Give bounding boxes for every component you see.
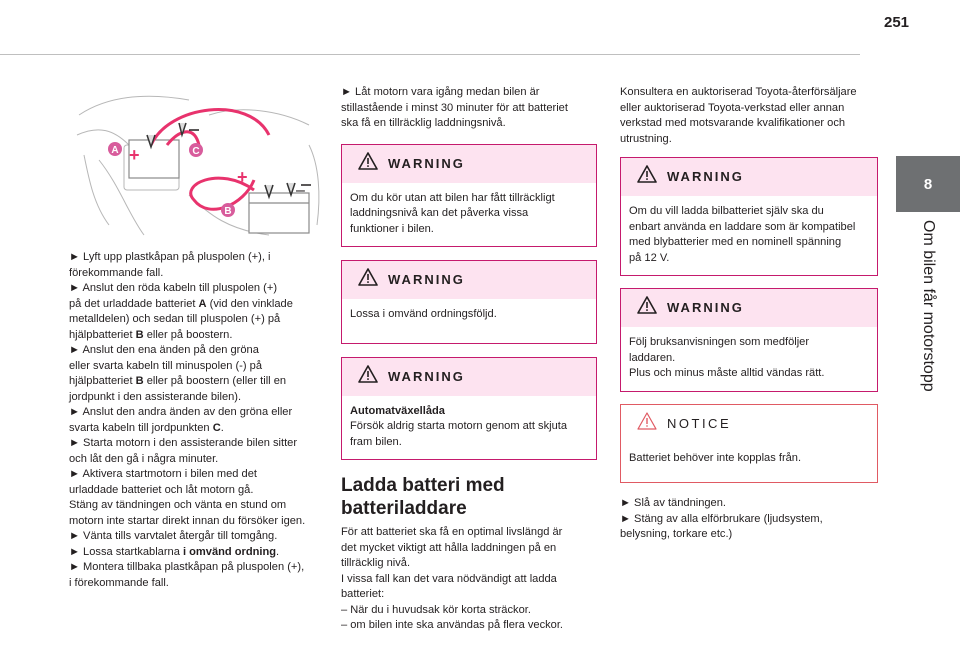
section-heading [341, 474, 597, 520]
instruction-line: ► Aktivera startmotorn i bilen med det [69, 468, 257, 480]
page-number: 251 [884, 14, 910, 31]
instruction-line: på det urladdade batteriet A (vid den vinklade [69, 297, 293, 310]
warning-header [621, 289, 877, 327]
warning-box [341, 260, 597, 344]
warning-icon [358, 365, 378, 389]
label-a: A [111, 145, 119, 156]
notice-header [621, 405, 877, 443]
warning-line: Om du kör utan att bilen har fått tillräckligt [350, 191, 555, 204]
body-line: – När du i huvudsak kör korta sträckor. [341, 603, 531, 616]
step-line: belysning, torkare etc.) [620, 528, 733, 540]
notice-line: Batteriet behöver inte kopplas från. [629, 451, 802, 464]
step-line: ► Stäng av alla elförbrukare (ljudsystem, [620, 512, 823, 525]
warning-body [342, 183, 596, 247]
warning-line: laddningsnivå kan det påverka vissa [350, 207, 529, 219]
column-2 [341, 85, 597, 634]
warning-header [342, 261, 596, 299]
instruction-line: hjälpbatteriet B eller på boostern. [69, 328, 233, 341]
intro-line: verkstad med motsvarande kvalifikationer och [620, 117, 846, 129]
warning-title: WARNING [388, 368, 465, 384]
instruction-line: eller svarta kabeln till minuspolen (-) på [69, 359, 262, 372]
warning-line: Följ bruksanvisningen som medföljer [629, 336, 810, 348]
warning-box [620, 157, 878, 276]
chapter-tab-number: 8 [896, 156, 960, 212]
warning-header [621, 158, 877, 196]
intro-line: Konsultera en auktoriserad Toyota-återförsäljare [620, 86, 857, 98]
notice-icon [637, 412, 657, 436]
warning-icon [358, 268, 378, 292]
plus-sign-a: + [129, 145, 140, 165]
warning-body [621, 327, 877, 391]
body-line: tillräcklig nivå. [341, 557, 411, 569]
warning-line: funktioner i bilen. [350, 222, 434, 235]
warning-line: enbart använda en laddare som är kompatibel [629, 220, 856, 233]
warning-icon [637, 165, 657, 189]
body-line: det mycket viktigt att hålla laddningen på en [341, 541, 557, 554]
instruction-line: i förekommande fall. [69, 576, 169, 589]
instruction-line: ► Montera tillbaka plastkåpan på pluspolen (+), [69, 561, 305, 573]
warning-title: WARNING [667, 169, 744, 185]
intro-line: ska få en tillräcklig laddningsnivå. [341, 117, 506, 129]
instruction-line: ► Vänta tills varvtalet återgår till tomgång. [69, 530, 278, 542]
instruction-line: metalldelen) och sedan till pluspolen (+) på [69, 313, 281, 325]
warning-header [342, 145, 596, 183]
warning-box [341, 357, 597, 461]
warning-title: WARNING [388, 155, 465, 171]
instruction-line: och låt den gå i några minuter. [69, 452, 219, 465]
instruction-line: ► Lyft upp plastkåpan på pluspolen (+), i [69, 251, 271, 263]
step-line: ► Slå av tändningen. [620, 497, 726, 509]
notice-box [620, 404, 878, 484]
instruction-line: ► Anslut den ena änden på den gröna [69, 344, 259, 356]
instruction-line: Stäng av tändningen och vänta en stund om [69, 499, 287, 511]
warning-line: Lossa i omvänd ordningsföljd. [350, 308, 497, 320]
header-rule [0, 54, 860, 55]
warning-line: Om du vill ladda bilbatteriet själv ska du [629, 205, 824, 217]
column-3 [620, 85, 878, 543]
column-1 [69, 250, 331, 591]
battery-diagram [69, 85, 331, 245]
instruction-line: hjälpbatteriet B eller på boostern (eller till en [69, 375, 287, 387]
heading-line: Ladda batteri med [341, 475, 505, 496]
heading-line: batteriladdare [341, 498, 467, 519]
warning-body [342, 299, 596, 343]
notice-body [621, 443, 877, 483]
instruction-line: ► Starta motorn i den assisterande bilen sitter [69, 437, 298, 449]
warning-subtitle: Automatväxellåda [350, 404, 445, 417]
warning-line: Plus och minus måste alltid vändas rätt. [629, 367, 825, 379]
warning-line: på 12 V. [629, 251, 670, 264]
intro-line: utrustning. [620, 132, 672, 145]
instruction-line: jordpunkt i den assisterande bilen). [69, 390, 242, 403]
warning-box [620, 288, 878, 392]
body-line: – om bilen inte ska användas på flera veckor. [341, 619, 564, 631]
warning-header [342, 358, 596, 396]
warning-title: WARNING [388, 272, 465, 288]
chapter-tab-label: Om bilen får motorstopp [920, 220, 937, 392]
instruction-line: urladdade batteriet och låt motorn gå. [69, 483, 254, 496]
instruction-line: ► Anslut den röda kabeln till pluspolen (+) [69, 282, 278, 294]
chapter-tab [896, 220, 960, 420]
minus-sign: – [296, 182, 305, 199]
warning-title: WARNING [667, 300, 744, 316]
body-line: batteriet: [341, 588, 385, 600]
instruction-line: förekommande fall. [69, 266, 164, 279]
warning-line: Försök aldrig starta motorn genom att skjuta [350, 420, 568, 432]
warning-line: fram bilen. [350, 435, 402, 448]
instruction-line: ► Anslut den andra änden av den gröna eller [69, 406, 293, 418]
plus-sign-b: + [237, 167, 248, 187]
warning-body [621, 196, 877, 275]
jump-start-illustration [69, 85, 331, 245]
warning-icon [358, 152, 378, 176]
label-b: B [224, 206, 232, 217]
notice-title: NOTICE [667, 415, 732, 431]
body-line: För att batteriet ska få en optimal livslängd är [341, 526, 563, 538]
warning-box [341, 144, 597, 248]
intro-line: eller auktoriserad Toyota-verkstad eller annan [620, 101, 845, 114]
intro-line: stillastående i minst 30 minuter för att batteriet [341, 101, 568, 114]
instruction-line: svarta kabeln till jordpunkten C. [69, 421, 224, 434]
warning-icon [637, 296, 657, 320]
steps [620, 496, 878, 543]
instruction-line: motorn inte startar direkt innan du försöker igen. [69, 514, 306, 527]
warning-line: med blybatterier med en nominell spänning [629, 236, 842, 248]
warning-line: laddaren. [629, 351, 676, 364]
section-body [341, 525, 597, 634]
body-line: I vissa fall kan det vara nödvändigt att ladda [341, 572, 557, 585]
intro-line: ► Låt motorn vara igång medan bilen är [341, 86, 540, 98]
instruction-line: ► Lossa startkablarna i omvänd ordning. [69, 545, 280, 558]
label-c: C [192, 146, 200, 157]
warning-body [342, 396, 596, 460]
